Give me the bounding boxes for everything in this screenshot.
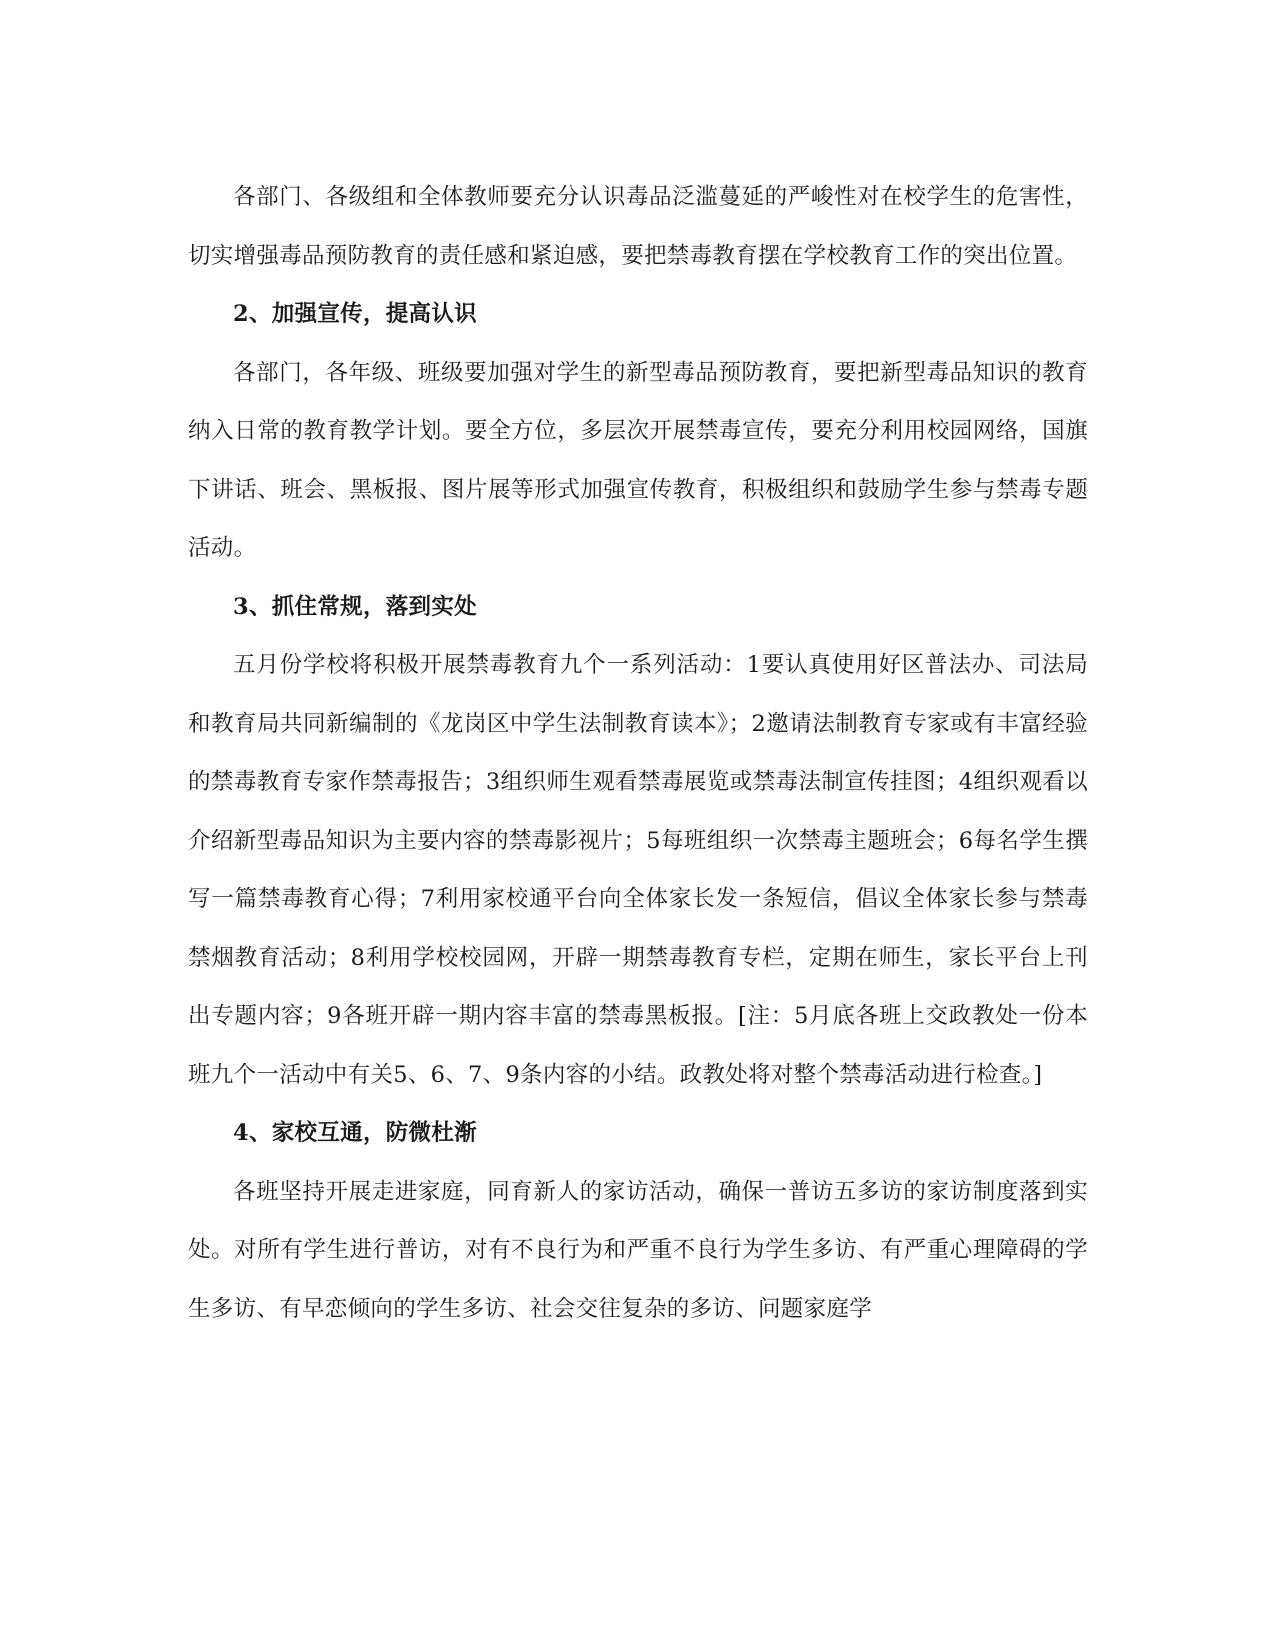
heading-home-school: 4、家校互通，防微杜渐 xyxy=(233,1120,477,1146)
paragraph-activities: 五月份学校将积极开展禁毒教育九个一系列活动：1要认真使用好区普法办、司法局和教育局共同新编制的《龙岗区中学生法制教育读本》；2邀请法制教育专家或有丰富经验的禁毒教育专家作禁毒报告；3组织师生观看禁毒展览或禁毒法制宣传挂图；4组织观看以介绍新型毒品知识为主要内容的禁毒影视片；5每班组织一次禁毒主题班会；6每名学生撰写一篇禁毒教育心得；7利用家校通平台向全体家长发一条短信，倡议全体家长参与禁毒禁烟教育活动；8利用学校校园网，开辟一期禁毒教育专栏，定期在师生，家长平台上刊出专题内容；9各班开辟一期内容丰富的禁毒黑板报。[注：5月底各班上交政教处一份本班九个一活动中有关5、6、7、9条内容的小结。政教处将对整个禁毒活动进行检查。] xyxy=(188,652,1088,1088)
paragraph-home-visits: 各班坚持开展走进家庭，同育新人的家访活动，确保一普访五多访的家访制度落到实处。对所有学生进行普访，对有不良行为和严重不良行为学生多访、有严重心理障碍的学生多访、有早恋倾向的学生多访、社会交往复杂的多访、问题家庭学 xyxy=(188,1178,1088,1322)
paragraph-publicity: 各部门，各年级、班级要加强对学生的新型毒品预防教育，要把新型毒品知识的教育纳入日常的教育教学计划。要全方位，多层次开展禁毒宣传，要充分利用校园网络，国旗下讲话、班会、黑板报、图片展等形式加强宣传教育，积极组织和鼓励学生参与禁毒专题活动。 xyxy=(188,359,1088,561)
document-page xyxy=(188,168,1088,1338)
paragraph-awareness: 各部门、各级组和全体教师要充分认识毒品泛滥蔓延的严峻性对在校学生的危害性，切实增强毒品预防教育的责任感和紧迫感，要把禁毒教育摆在学校教育工作的突出位置。 xyxy=(188,184,1088,269)
heading-publicity: 2、加强宣传，提高认识 xyxy=(233,301,477,327)
heading-routine: 3、抓住常规，落到实处 xyxy=(233,593,477,620)
